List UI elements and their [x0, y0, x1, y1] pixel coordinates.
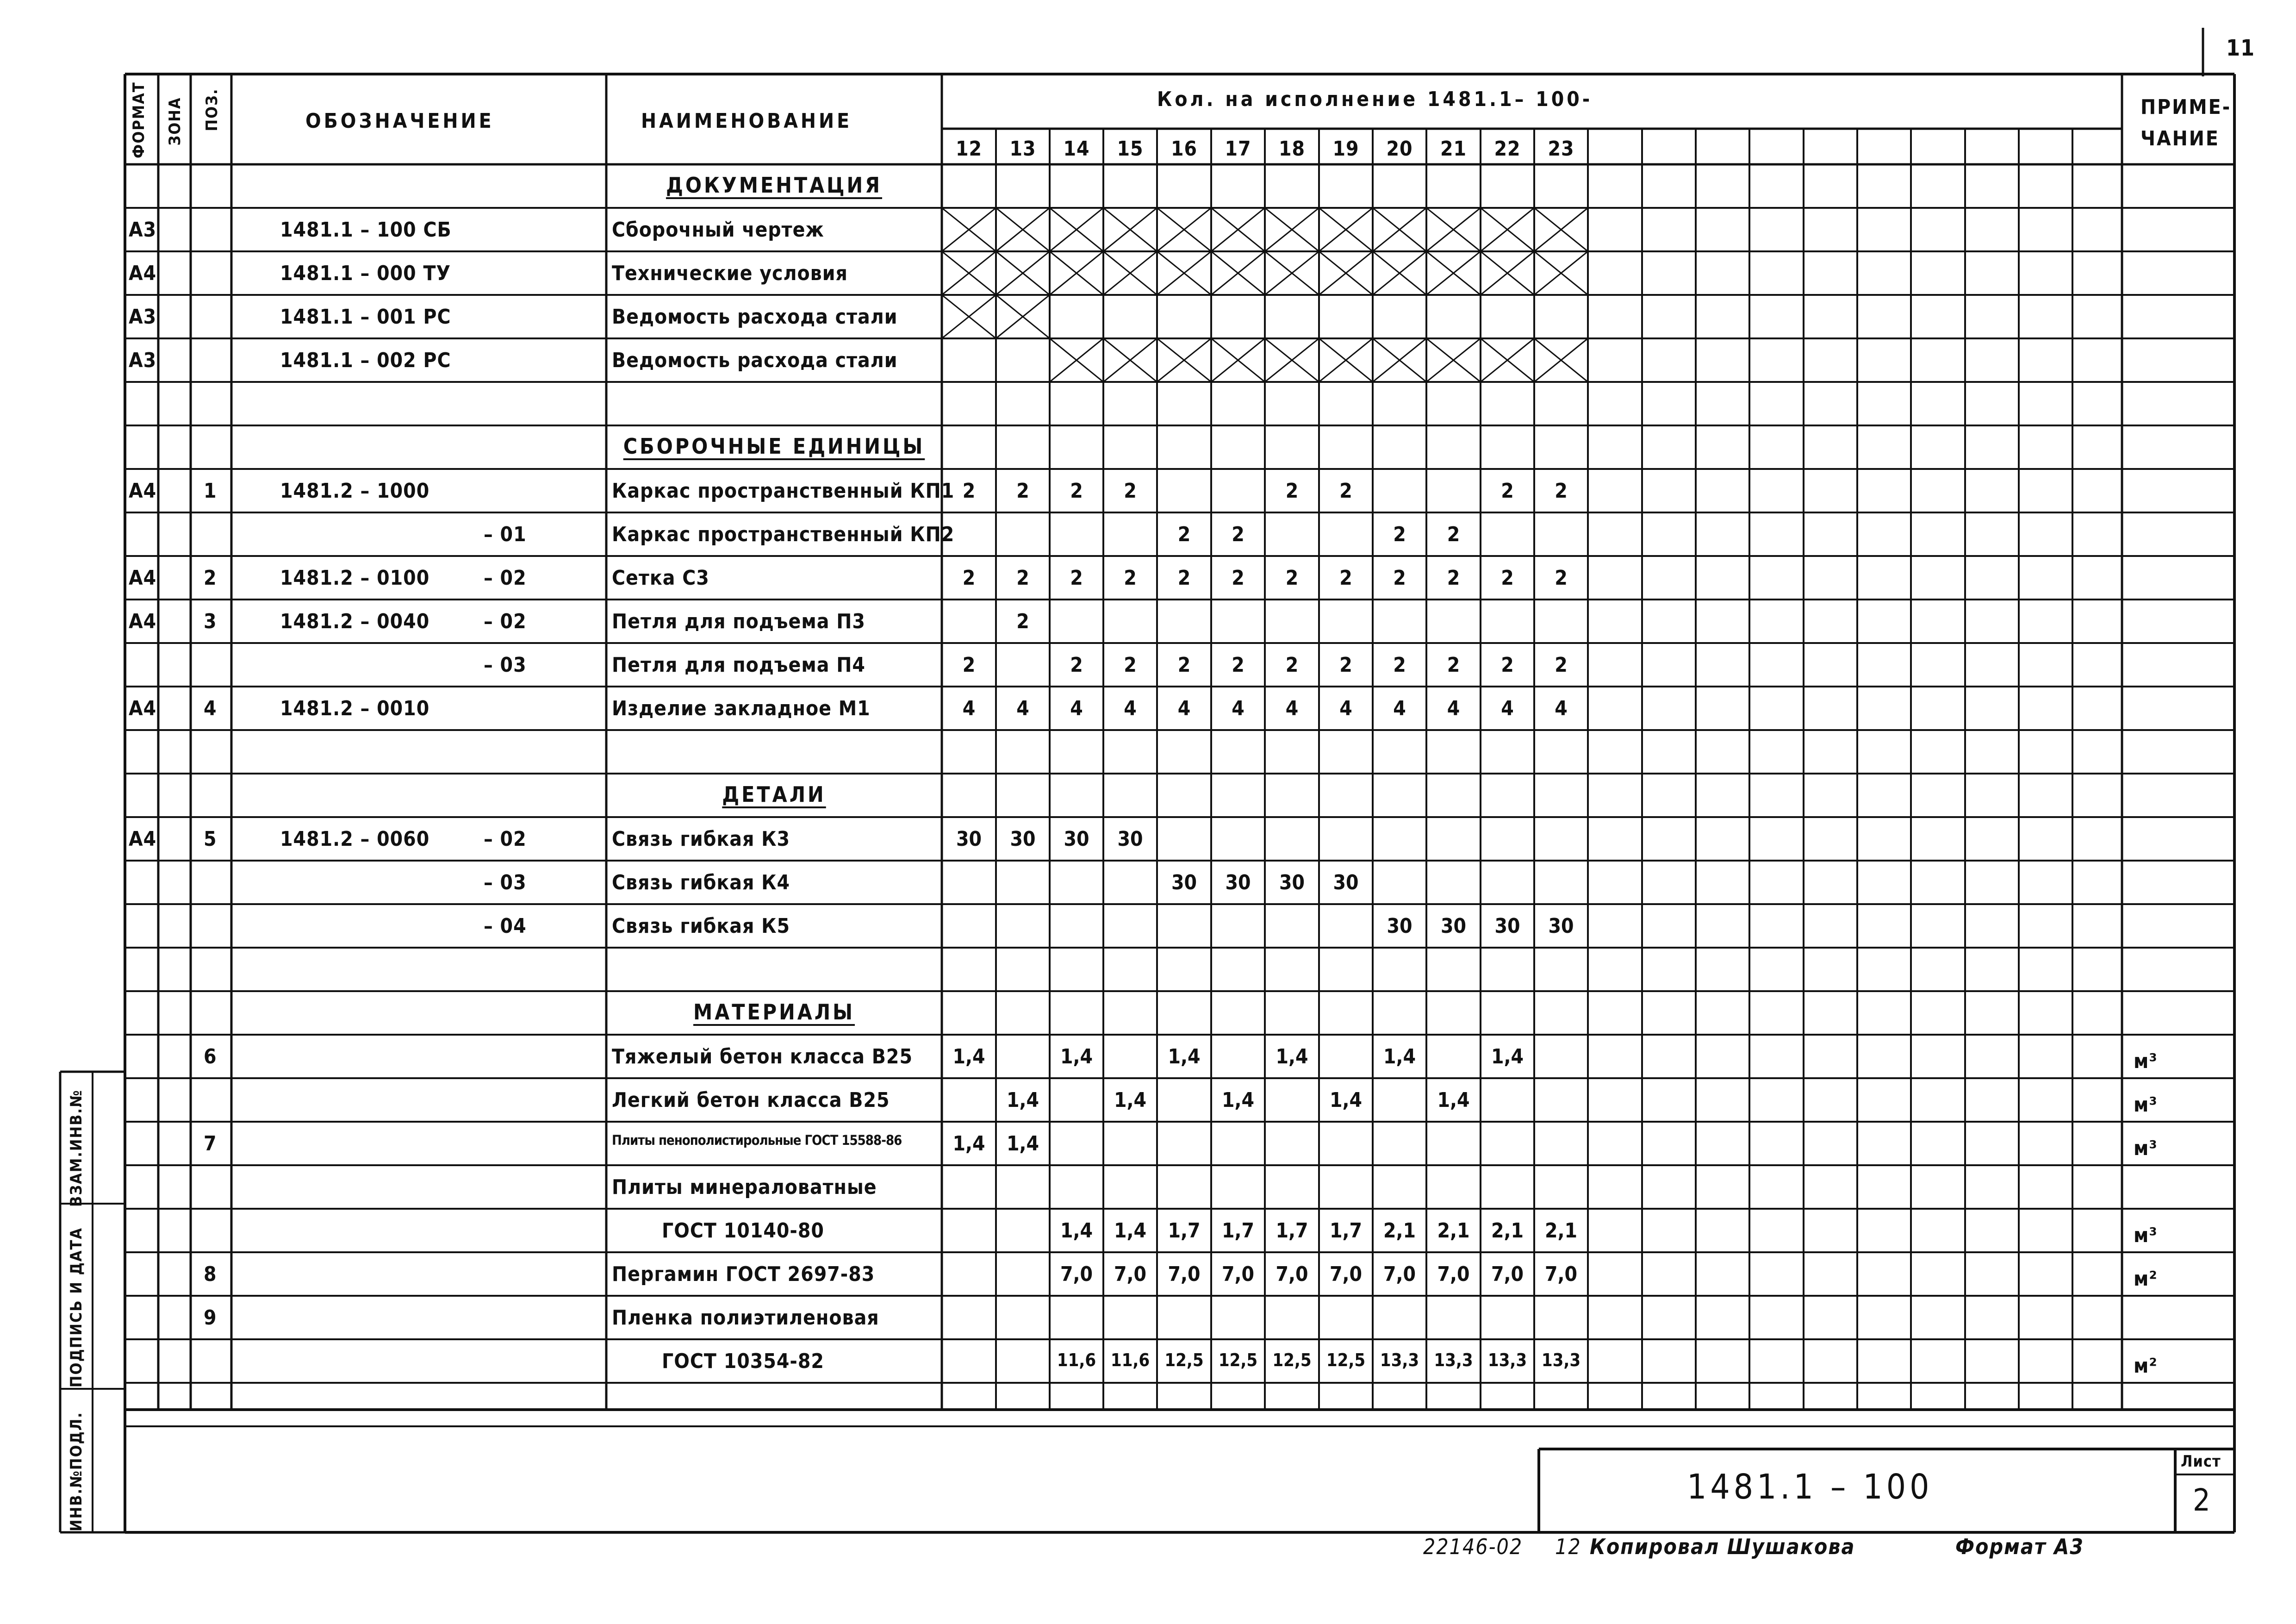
designation-cell: 1481.2 – 0100	[280, 566, 430, 590]
qty-column-header: 14	[1063, 137, 1090, 161]
qty-header: Кол. на исполнение 1481.1– 100-	[1157, 87, 1593, 111]
qty-cell: 1,4	[1437, 1088, 1470, 1112]
footer-order: 22146-02	[1423, 1534, 1523, 1559]
format-cell: А4	[129, 697, 157, 720]
note-cell: м³	[2134, 1224, 2158, 1247]
designation-suffix-cell: – 03	[484, 871, 527, 894]
qty-cell: 7,0	[1168, 1262, 1201, 1286]
note-cell: м³	[2134, 1137, 2158, 1160]
qty-cell: 7,0	[1276, 1262, 1308, 1286]
designation-header: ОБОЗНАЧЕНИЕ	[305, 109, 494, 133]
qty-cell: 1,4	[1329, 1088, 1363, 1112]
name-cell: Сборочный чертеж	[612, 218, 824, 242]
qty-cell: 1,7	[1168, 1219, 1201, 1243]
qty-cell: 2	[1070, 566, 1083, 590]
format-cell: А4	[129, 610, 157, 633]
qty-cell: 4	[962, 697, 976, 720]
note-header-1: ПРИМЕ-	[2140, 95, 2232, 119]
designation-suffix-cell: – 01	[484, 523, 527, 546]
name-cell: Связь гибкая К5	[612, 914, 790, 938]
qty-cell: 2	[1447, 566, 1460, 590]
qty-cell: 30	[1010, 827, 1036, 851]
qty-column-header: 21	[1440, 137, 1467, 161]
name-cell: Пергамин ГОСТ 2697-83	[612, 1262, 875, 1286]
designation-suffix-cell: – 03	[484, 653, 527, 677]
name-cell: Каркас пространственный КП2	[612, 523, 955, 546]
qty-cell: 7,0	[1060, 1262, 1093, 1286]
qty-cell: 1,4	[952, 1132, 985, 1156]
qty-cell: 1,4	[1114, 1219, 1147, 1243]
qty-cell: 7,0	[1383, 1262, 1416, 1286]
qty-cell: 2	[1339, 566, 1352, 590]
qty-cell: 30	[956, 827, 982, 851]
qty-cell: 4	[1339, 697, 1352, 720]
qty-cell: 2	[1016, 566, 1029, 590]
qty-cell: 2,1	[1383, 1219, 1416, 1243]
qty-cell: 30	[1548, 914, 1574, 938]
qty-cell: 4	[1501, 697, 1514, 720]
format-cell: А4	[129, 479, 157, 503]
name-cell: Ведомость расхода стали	[612, 305, 898, 329]
name-cell: Изделие закладное М1	[612, 697, 871, 720]
qty-cell: 12,5	[1164, 1350, 1204, 1370]
qty-cell: 2	[1393, 653, 1406, 677]
qty-column-header: 19	[1332, 137, 1359, 161]
qty-cell: 2	[1393, 523, 1406, 546]
qty-cell: 13,3	[1380, 1350, 1419, 1370]
qty-column-header: 17	[1225, 137, 1251, 161]
qty-cell: 11,6	[1057, 1350, 1096, 1370]
position-cell: 9	[204, 1306, 217, 1330]
note-cell: м²	[2134, 1267, 2158, 1291]
qty-column-header: 13	[1009, 137, 1036, 161]
qty-cell: 4	[1555, 697, 1568, 720]
qty-cell: 7,0	[1437, 1262, 1470, 1286]
qty-cell: 2	[1177, 566, 1191, 590]
name-cell: Легкий бетон класса В25	[612, 1088, 890, 1112]
qty-cell: 12,5	[1272, 1350, 1312, 1370]
qty-cell: 2,1	[1437, 1219, 1470, 1243]
qty-cell: 1,7	[1276, 1219, 1308, 1243]
qty-column-header: 22	[1494, 137, 1521, 161]
note-cell: м³	[2134, 1093, 2158, 1117]
qty-cell: 30	[1440, 914, 1467, 938]
footer-format: Формат А3	[1955, 1534, 2084, 1559]
qty-cell: 4	[1285, 697, 1299, 720]
name-cell: Связь гибкая К4	[612, 871, 790, 894]
footer-copied: Копировал Шушакова	[1590, 1534, 1855, 1559]
qty-cell: 2	[962, 653, 976, 677]
name-cell: Связь гибкая К3	[612, 827, 790, 851]
zone-header: ЗОНА	[166, 97, 184, 146]
qty-cell: 2	[1555, 566, 1568, 590]
qty-cell: 2	[1232, 523, 1244, 546]
qty-column-header: 12	[955, 137, 983, 161]
name-cell: ГОСТ 10354-82	[662, 1349, 824, 1373]
qty-cell: 13,3	[1541, 1350, 1581, 1370]
qty-cell: 1,4	[1383, 1045, 1416, 1068]
qty-cell: 1,4	[1491, 1045, 1524, 1068]
name-cell: Каркас пространственный КП1	[612, 479, 955, 503]
qty-column-header: 15	[1117, 137, 1144, 161]
designation-cell: 1481.2 – 0010	[280, 697, 430, 720]
name-cell: Петля для подъема П3	[612, 610, 865, 633]
qty-cell: 30	[1333, 871, 1359, 894]
qty-cell: 2	[1555, 479, 1568, 503]
qty-column-header: 23	[1548, 137, 1574, 161]
qty-cell: 12,5	[1218, 1350, 1258, 1370]
designation-cell: 1481.2 – 0060	[280, 827, 430, 851]
qty-cell: 30	[1494, 914, 1520, 938]
designation-cell: 1481.1 – 000 ТУ	[280, 262, 451, 285]
format-header: ФОРМАТ	[130, 81, 148, 158]
format-cell: А3	[129, 349, 157, 372]
qty-cell: 2,1	[1491, 1219, 1524, 1243]
section-heading: СБОРОЧНЫЕ ЕДИНИЦЫ	[623, 434, 925, 459]
qty-cell: 1,7	[1329, 1219, 1363, 1243]
designation-suffix-cell: – 04	[484, 914, 527, 938]
stamp-podpis: ПОДПИСЬ И ДАТА	[67, 1227, 86, 1388]
qty-cell: 7,0	[1114, 1262, 1147, 1286]
qty-cell: 2	[1393, 566, 1406, 590]
stamp-inv-podl: ИНВ.№ПОДЛ.	[67, 1412, 86, 1531]
position-cell: 2	[204, 566, 217, 590]
qty-cell: 30	[1117, 827, 1143, 851]
name-cell: Тяжелый бетон класса В25	[612, 1045, 913, 1068]
name-header: НАИМЕНОВАНИЕ	[641, 109, 852, 133]
qty-cell: 2	[1177, 523, 1191, 546]
doc-number: 1481.1 – 100	[1687, 1467, 1933, 1507]
qty-cell: 2	[1285, 566, 1299, 590]
qty-column-header: 18	[1278, 137, 1306, 161]
note-cell: м³	[2134, 1049, 2158, 1073]
qty-cell: 2	[1070, 479, 1083, 503]
qty-cell: 2	[1124, 479, 1137, 503]
position-cell: 3	[204, 610, 217, 633]
section-heading: МАТЕРИАЛЫ	[693, 999, 855, 1024]
format-cell: А4	[129, 262, 157, 285]
qty-cell: 30	[1225, 871, 1251, 894]
qty-cell: 7,0	[1544, 1262, 1578, 1286]
name-cell: Сетка С3	[612, 566, 709, 590]
position-cell: 6	[204, 1045, 217, 1068]
qty-cell: 2	[1124, 566, 1137, 590]
designation-cell: 1481.2 – 1000	[280, 479, 430, 503]
qty-cell: 2	[1285, 479, 1299, 503]
designation-cell: 1481.2 – 0040	[280, 610, 430, 633]
name-cell: ГОСТ 10140-80	[662, 1219, 824, 1243]
name-cell: Петля для подъема П4	[612, 653, 865, 677]
qty-cell: 2,1	[1544, 1219, 1578, 1243]
qty-column-header: 20	[1386, 137, 1413, 161]
qty-cell: 13,3	[1487, 1350, 1527, 1370]
qty-cell: 4	[1447, 697, 1460, 720]
qty-column-header: 16	[1170, 137, 1198, 161]
qty-cell: 30	[1064, 827, 1089, 851]
footer-order-num: 12	[1555, 1534, 1581, 1559]
qty-cell: 4	[1070, 697, 1083, 720]
qty-cell: 1,4	[1221, 1088, 1255, 1112]
qty-cell: 2	[1285, 653, 1299, 677]
qty-cell: 7,0	[1329, 1262, 1363, 1286]
section-heading: ДОКУМЕНТАЦИЯ	[666, 173, 883, 198]
position-cell: 4	[204, 697, 217, 720]
name-cell: Плиты пенополистирольные ГОСТ 15588-86	[612, 1132, 902, 1148]
position-cell: 7	[204, 1132, 217, 1156]
position-cell: 8	[204, 1262, 217, 1286]
name-cell: Пленка полиэтиленовая	[612, 1306, 879, 1330]
position-cell: 1	[204, 479, 217, 503]
qty-cell: 2	[1501, 566, 1514, 590]
note-cell: м²	[2134, 1354, 2158, 1378]
pos-header: ПОЗ.	[203, 88, 221, 131]
qty-cell: 1,4	[1006, 1132, 1039, 1156]
qty-cell: 1,7	[1221, 1219, 1255, 1243]
qty-cell: 12,5	[1326, 1350, 1366, 1370]
qty-cell: 4	[1232, 697, 1244, 720]
qty-cell: 1,4	[1060, 1219, 1093, 1243]
qty-cell: 2	[1232, 653, 1244, 677]
qty-cell: 1,4	[952, 1045, 985, 1068]
qty-cell: 2	[1555, 653, 1568, 677]
qty-cell: 11,6	[1110, 1350, 1150, 1370]
qty-cell: 4	[1124, 697, 1137, 720]
qty-cell: 2	[1124, 653, 1137, 677]
qty-cell: 1,4	[1276, 1045, 1308, 1068]
qty-cell: 7,0	[1221, 1262, 1255, 1286]
qty-cell: 2	[1339, 653, 1352, 677]
qty-cell: 1,4	[1114, 1088, 1147, 1112]
qty-cell: 7,0	[1491, 1262, 1524, 1286]
qty-cell: 1,4	[1168, 1045, 1201, 1068]
qty-cell: 2	[1070, 653, 1083, 677]
qty-cell: 2	[962, 479, 976, 503]
qty-cell: 30	[1171, 871, 1197, 894]
qty-cell: 2	[1339, 479, 1352, 503]
sheet-number: 2	[2193, 1482, 2211, 1518]
sheet-label: Лист	[2181, 1452, 2221, 1471]
name-cell: Ведомость расхода стали	[612, 349, 898, 372]
position-cell: 5	[204, 827, 217, 851]
designation-cell: 1481.1 – 001 РС	[280, 305, 451, 329]
qty-cell: 13,3	[1434, 1350, 1473, 1370]
designation-suffix-cell: – 02	[484, 610, 527, 633]
name-cell: Технические условия	[612, 262, 848, 285]
qty-cell: 4	[1393, 697, 1406, 720]
qty-cell: 2	[1447, 653, 1460, 677]
section-heading: ДЕТАЛИ	[722, 782, 826, 807]
qty-cell: 30	[1387, 914, 1412, 938]
stamp-vzam: ВЗАМ.ИНВ.№	[67, 1089, 86, 1207]
qty-cell: 2	[1016, 479, 1029, 503]
page-number: 11	[2226, 35, 2255, 61]
qty-cell: 2	[962, 566, 976, 590]
designation-cell: 1481.1 – 100 СБ	[280, 218, 452, 242]
format-cell: А4	[129, 827, 157, 851]
designation-suffix-cell: – 02	[484, 827, 527, 851]
format-cell: А4	[129, 566, 157, 590]
qty-cell: 2	[1501, 653, 1514, 677]
name-cell: Плиты минераловатные	[612, 1175, 877, 1199]
qty-cell: 2	[1447, 523, 1460, 546]
qty-cell: 1,4	[1060, 1045, 1093, 1068]
qty-cell: 30	[1279, 871, 1305, 894]
qty-cell: 2	[1232, 566, 1244, 590]
qty-cell: 1,4	[1006, 1088, 1039, 1112]
designation-suffix-cell: – 02	[484, 566, 527, 590]
qty-cell: 4	[1177, 697, 1191, 720]
designation-cell: 1481.1 – 002 РС	[280, 349, 451, 372]
qty-cell: 2	[1016, 610, 1029, 633]
qty-cell: 4	[1016, 697, 1029, 720]
note-header-2: ЧАНИЕ	[2140, 127, 2220, 150]
format-cell: А3	[129, 218, 157, 242]
format-cell: А3	[129, 305, 157, 329]
qty-cell: 2	[1177, 653, 1191, 677]
qty-cell: 2	[1501, 479, 1514, 503]
